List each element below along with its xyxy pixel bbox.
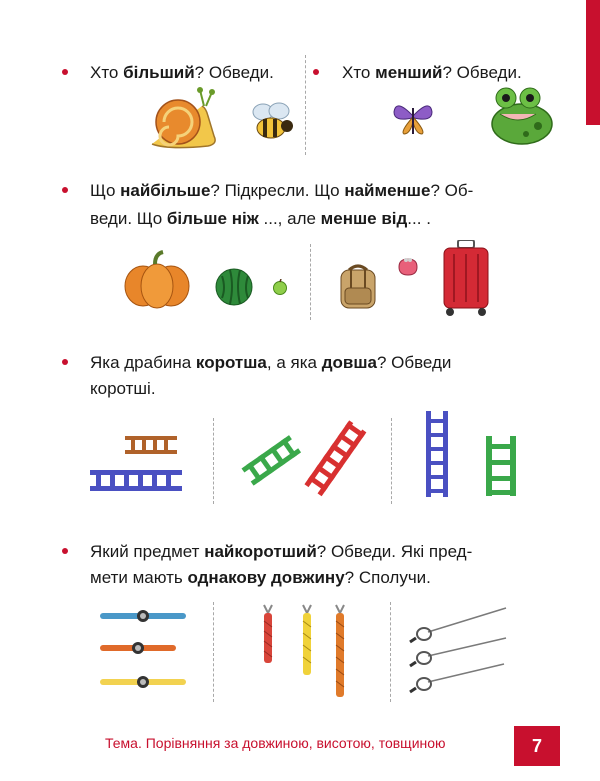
strap-icon [100, 640, 176, 656]
ladder-icon [484, 436, 518, 496]
purse-icon [397, 257, 419, 277]
bullet [313, 69, 319, 75]
page-number: 7 [514, 726, 560, 766]
rope-icon [299, 603, 315, 677]
dashed-divider [213, 418, 214, 504]
ladder-icon [424, 411, 450, 497]
rope-icon [260, 603, 276, 665]
watermelon-icon [214, 266, 254, 306]
ladder-icon [300, 416, 370, 500]
dashed-divider [305, 55, 306, 155]
task-4-instruction-line-2: мети мають однакову довжину? Сполучи. [90, 568, 431, 587]
task-2-instruction-line-1: Що найбільше? Підкресли. Що найменше? Об- [90, 181, 474, 200]
dashed-divider [391, 418, 392, 504]
bullet [62, 359, 68, 365]
strap-icon [100, 674, 186, 690]
pumpkin-icon [121, 250, 193, 310]
task-4-instruction-line-1: Який предмет найкоротший? Обведи. Які пред- [90, 542, 473, 561]
sword-icon [406, 660, 508, 696]
dashed-divider [213, 602, 214, 702]
backpack-icon [335, 262, 381, 310]
butterfly-icon [390, 96, 436, 138]
dashed-divider [390, 602, 391, 702]
bullet [62, 69, 68, 75]
bee-icon [247, 102, 297, 144]
task-2-instruction-line-2: веди. Що більше ніж ..., але менше від... . [90, 209, 431, 228]
ladder-icon [125, 434, 177, 456]
task-1-right-instruction: Хто менший? Обведи. [342, 63, 522, 82]
ladder-icon [90, 468, 182, 494]
page-edge-tab [586, 0, 600, 125]
footer-topic: Тема. Порівняння за довжиною, висотою, товщиною [105, 735, 446, 751]
ladder-icon [238, 430, 304, 490]
task-1-left-instruction: Хто більший? Обведи. [90, 63, 274, 82]
rope-icon [332, 603, 348, 699]
dashed-divider [310, 244, 311, 320]
task-3-instruction-line-2: коротші. [90, 379, 156, 398]
apple-icon [272, 279, 288, 295]
task-3-instruction-line-1: Яка драбина коротша, а яка довша? Обведи [90, 353, 452, 372]
strap-icon [100, 608, 186, 624]
suitcase-icon [440, 240, 492, 318]
bullet [62, 548, 68, 554]
snail-icon [148, 86, 220, 152]
frog-icon [486, 84, 556, 148]
bullet [62, 187, 68, 193]
